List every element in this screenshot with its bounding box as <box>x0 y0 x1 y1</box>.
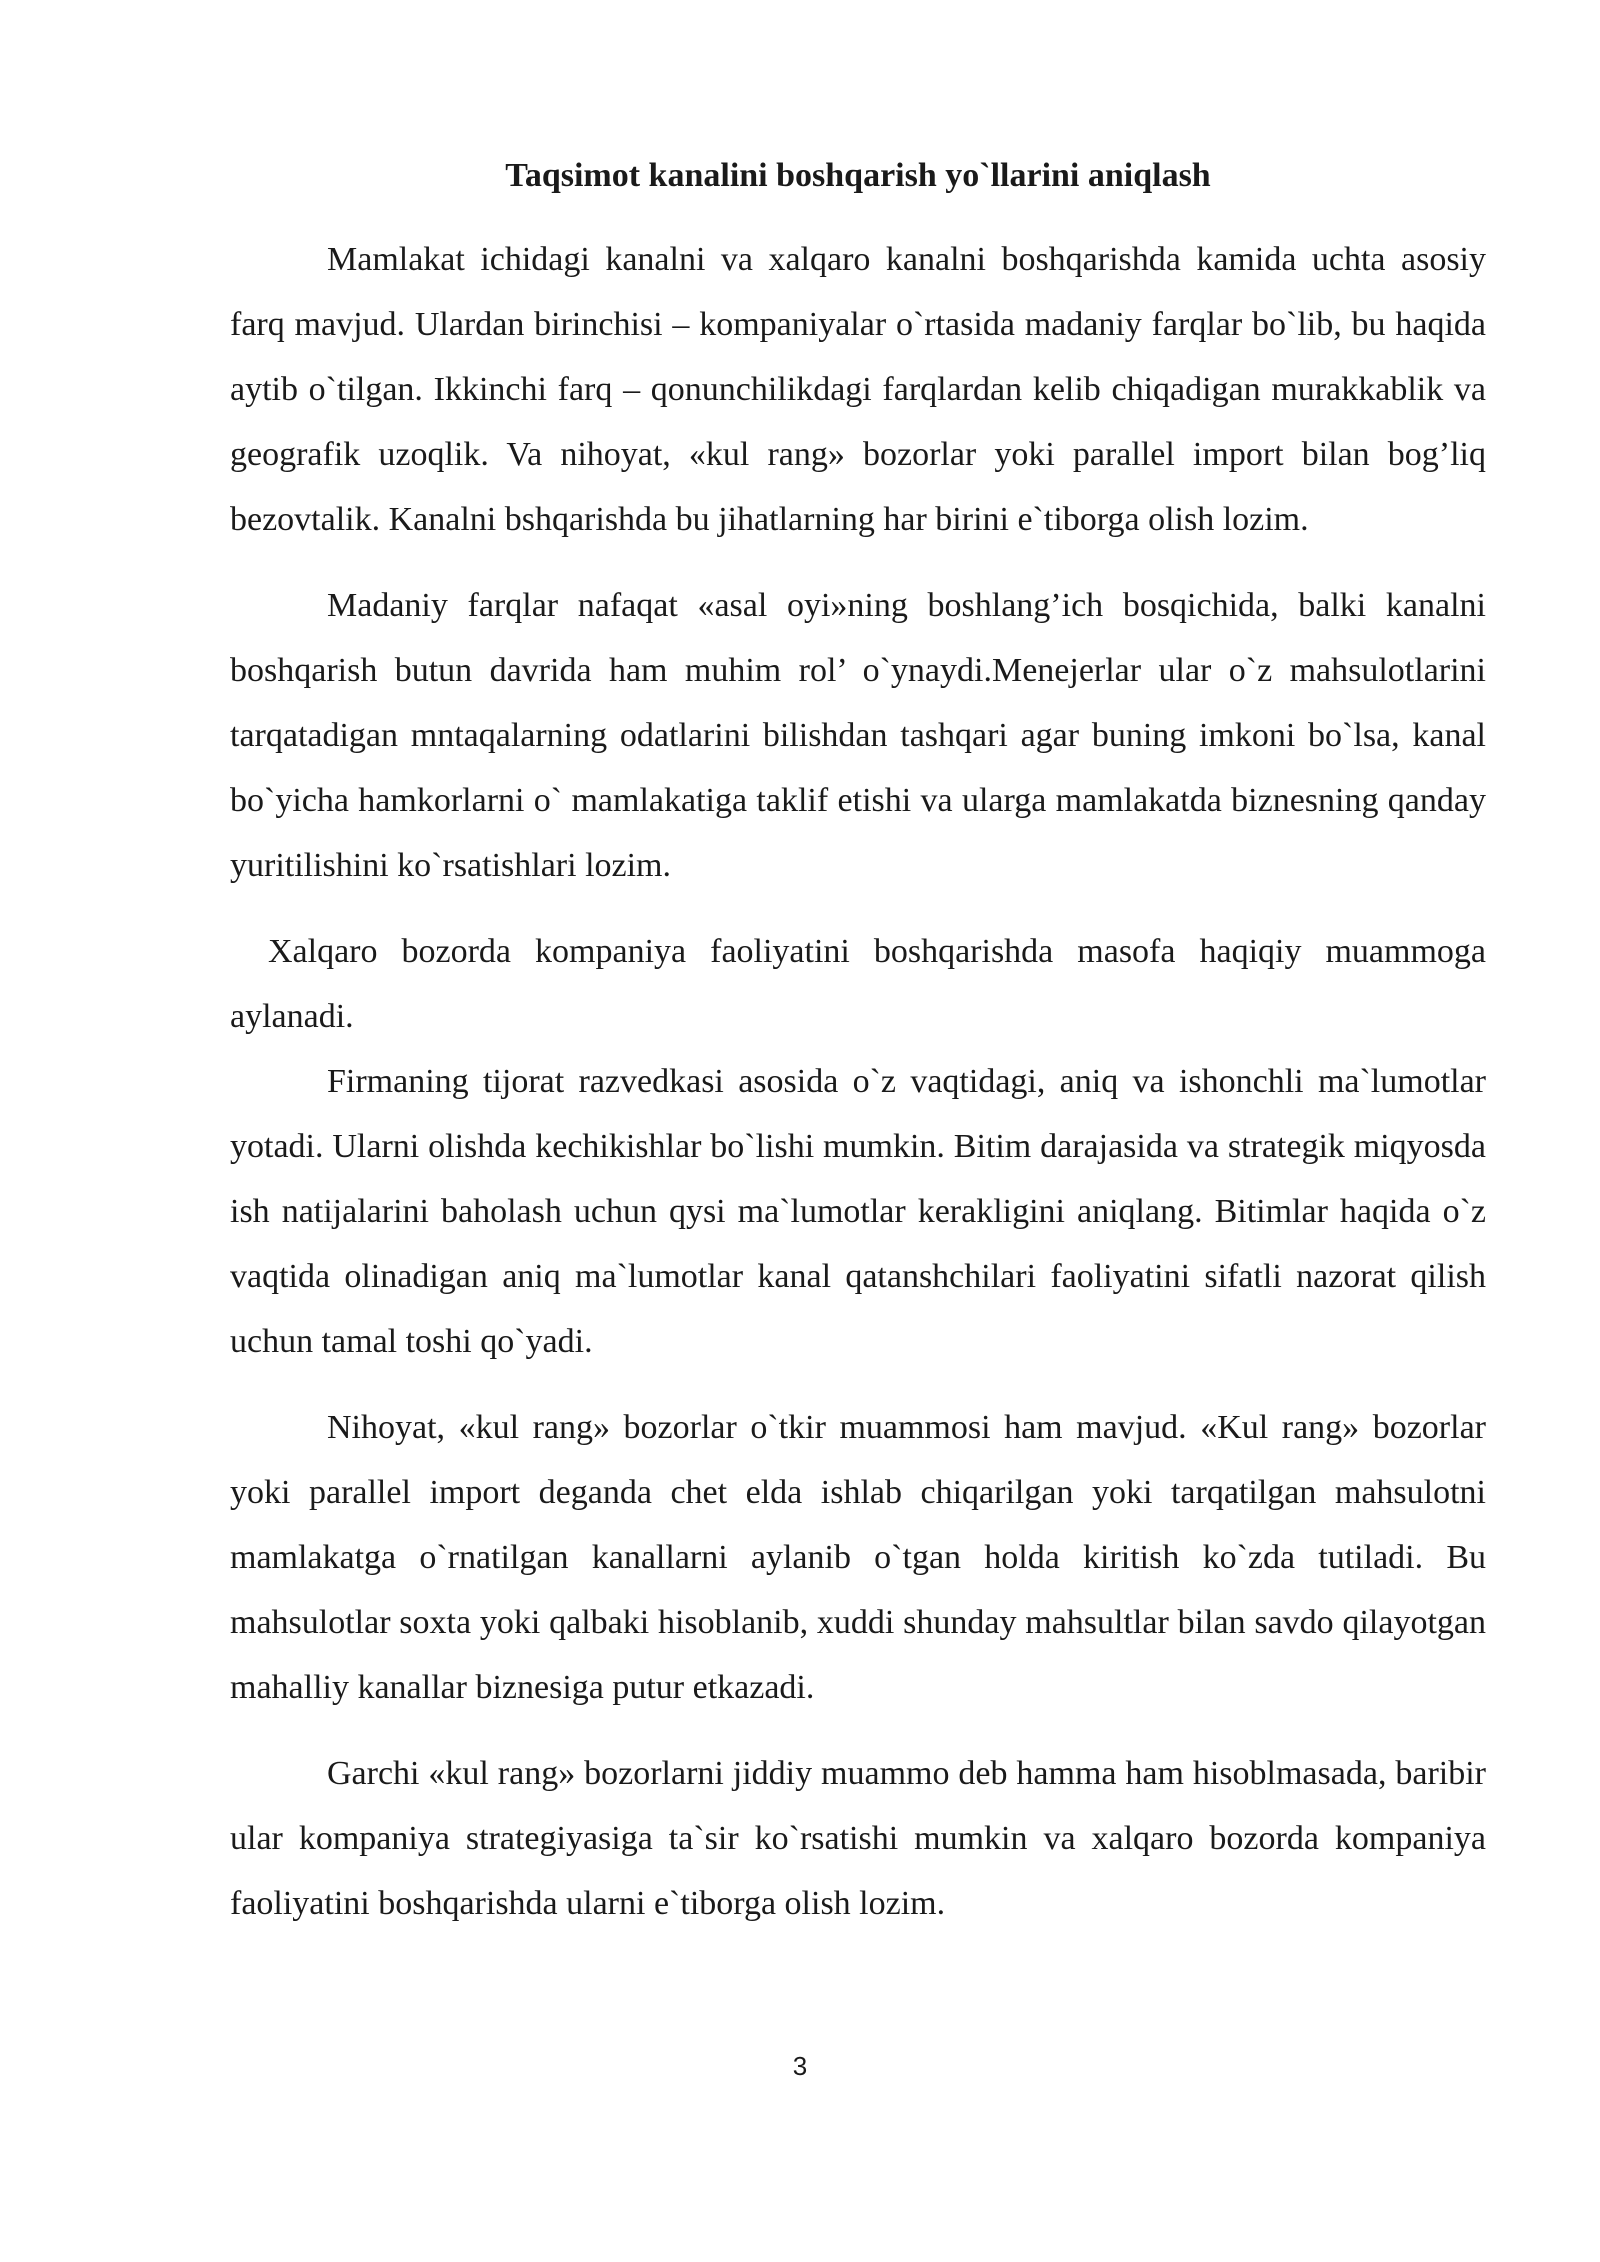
paragraph-1: Mamlakat ichidagi kanalni va xalqaro kanalni boshqarishda kamida uchta asosiy farq mavjud. Ulardan birinchisi – kompaniyalar o`rtasida madaniy farqlar bo`lib, bu haqida aytib o`tilgan. Ikkinchi farq – qonunchilikdagi farqlardan kelib chiqadigan murakkablik va geografik uzoqlik. Va nihoyat, «kul rang» bozorlar yoki parallel import bilan bog’liq bezovtalik. Kanalni bshqarishda bu jihatlarning har birini e`tiborga olish lozim. <box>230 241 1486 538</box>
document-title: Taqsimot kanalini boshqarish yo`llarini aniqlash <box>505 157 1211 194</box>
paragraph-3: Xalqaro bozorda kompaniya faoliyatini boshqarishda masofa haqiqiy muammoga aylanadi. <box>230 933 1486 1035</box>
page-content <box>230 145 1486 1957</box>
paragraph-5: Nihoyat, «kul rang» bozorlar o`tkir muammosi ham mavjud. «Kul rang» bozorlar yoki parallel import deganda chet elda ishlab chiqarilgan yoki tarqatilgan mahsulotni mamlakatga o`rnatilgan kanallarni aylanib o`tgan holda kiritish ko`zda tutiladi. Bu mahsulotlar soxta yoki qalbaki hisoblanib, xuddi shunday mahsultlar bilan savdo qilayotgan mahalliy kanallar biznesiga putur etkazadi. <box>230 1409 1486 1706</box>
page-number: 3 <box>792 2051 808 2081</box>
paragraph-6: Garchi «kul rang» bozorlarni jiddiy muammo deb hamma ham hisoblmasada, baribir ular kompaniya strategiyasiga ta`sir ko`rsatishi mumkin va xalqaro bozorda kompaniya faoliyatini boshqarishda ularni e`tiborga olish lozim. <box>230 1755 1486 1922</box>
paragraph-2: Madaniy farqlar nafaqat «asal oyi»ning boshlang’ich bosqichida, balki kanalni boshqarish butun davrida ham muhim rol’ o`ynaydi.Menejerlar ular o`z mahsulotlarini tarqatadigan mntaqalarning odatlarini bilishdan tashqari agar buning imkoni bo`lsa, kanal bo`yicha hamkorlarni o` mamlakatiga taklif etishi va ularga mamlakatda biznesning qanday yuritilishini ko`rsatishlari lozim. <box>230 587 1486 884</box>
paragraph-4: Firmaning tijorat razvedkasi asosida o`z vaqtidagi, aniq va ishonchli ma`lumotlar yotadi. Ularni olishda kechikishlar bo`lishi mumkin. Bitim darajasida va strategik miqyosda ish natijalarini baholash uchun qysi ma`lumotlar kerakligini aniqlang. Bitimlar haqida o`z vaqtida olinadigan aniq ma`lumotlar kanal qatanshchilari faoliyatini sifatli nazorat qilish uchun tamal toshi qo`yadi. <box>230 1063 1486 1360</box>
